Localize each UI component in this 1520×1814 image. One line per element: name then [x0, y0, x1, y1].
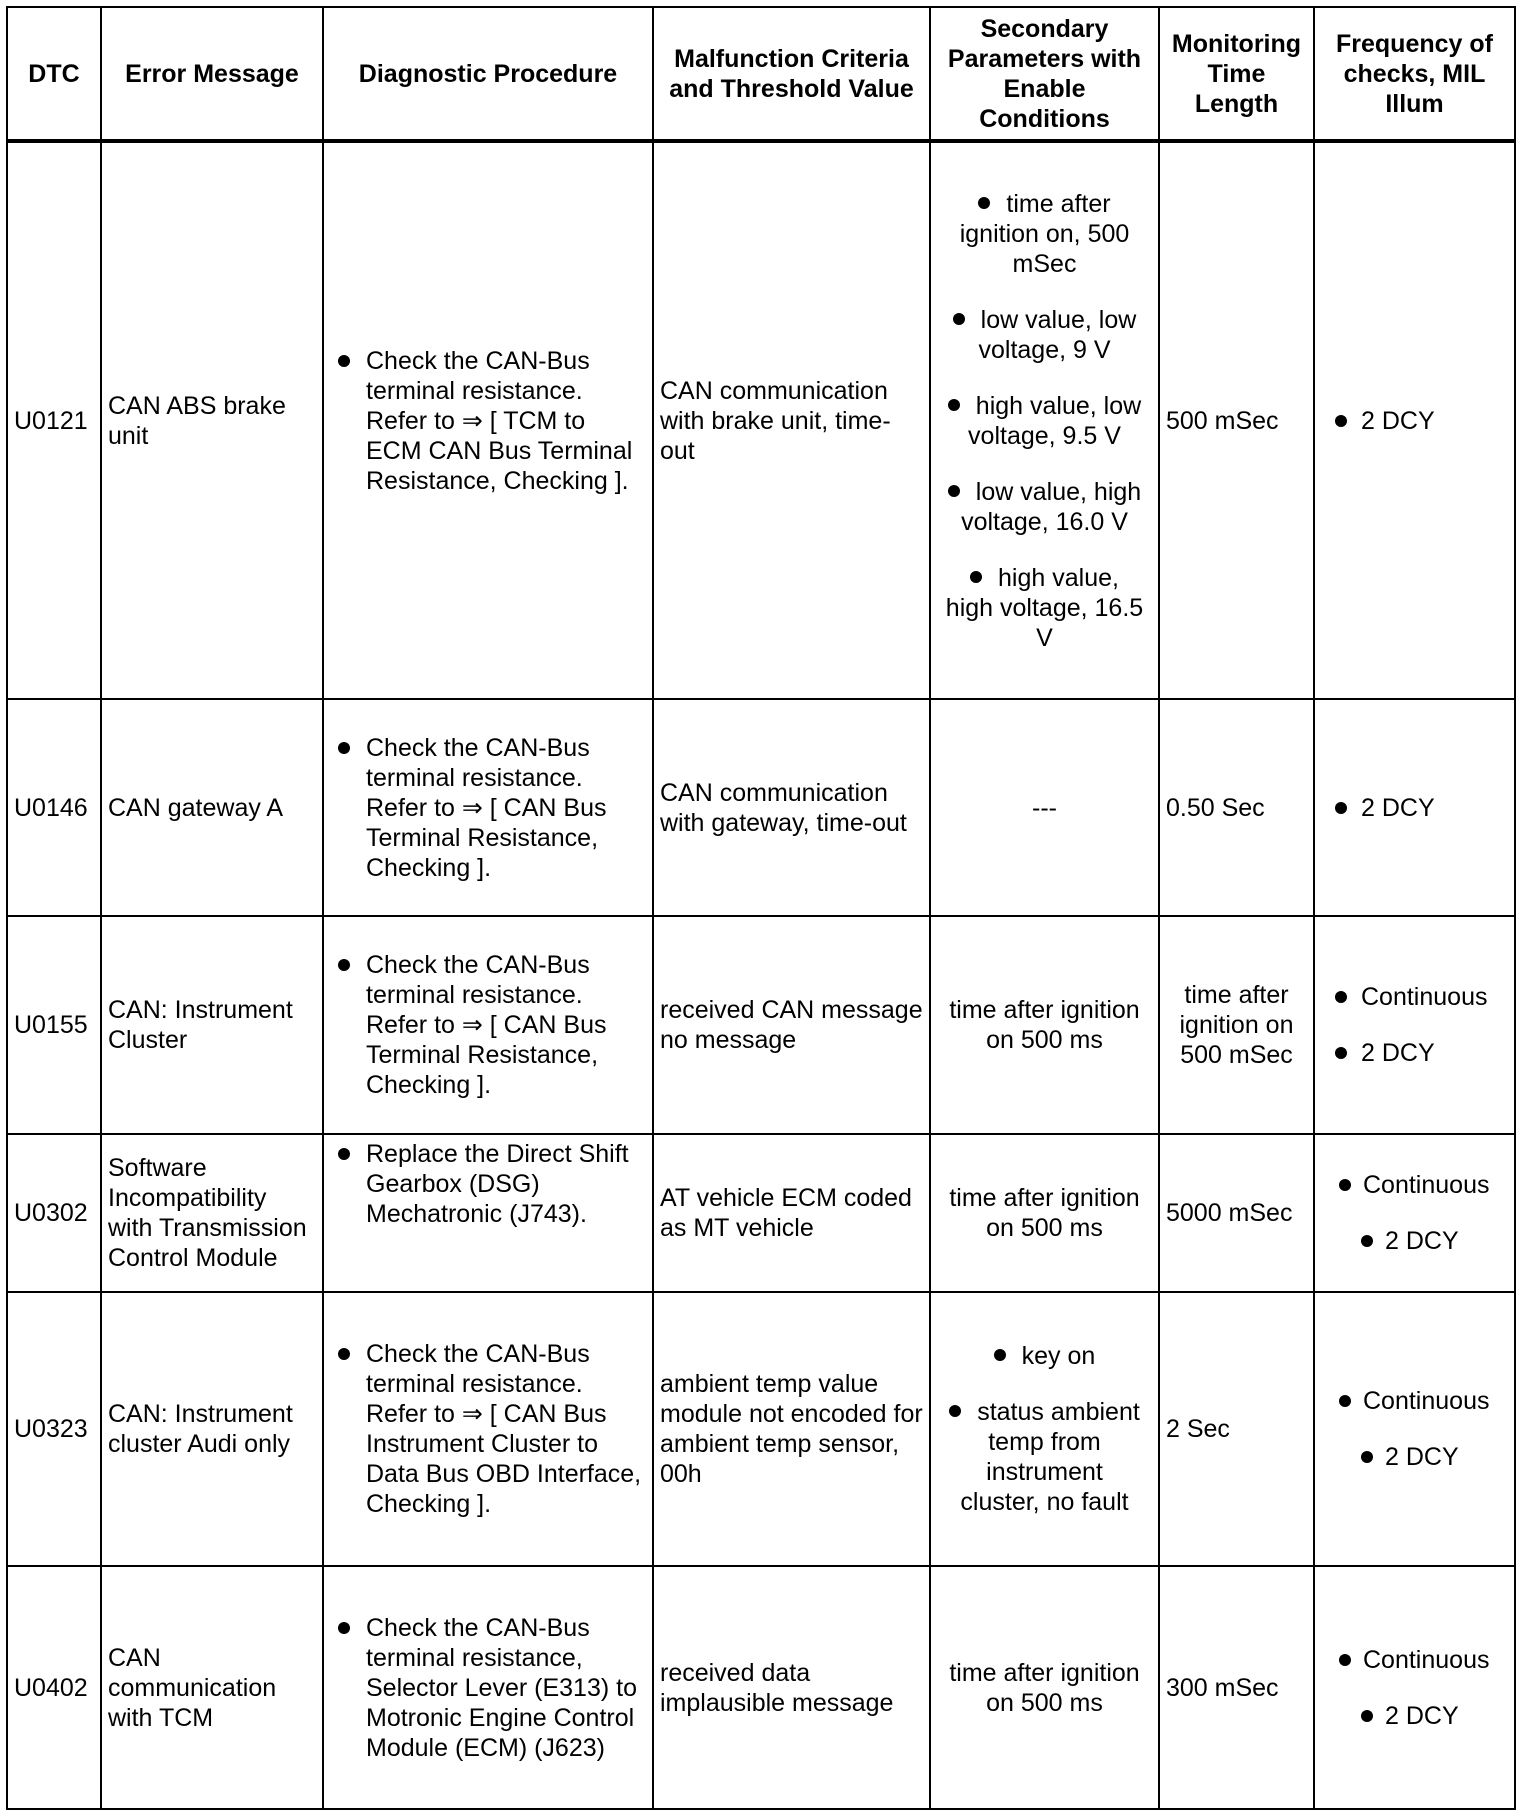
list-item [1321, 1226, 1508, 1256]
secondary-text: high value, high voltage, 16.5 V [945, 563, 1144, 652]
monitoring-time: 5000 mSec [1159, 1134, 1314, 1292]
bullet-icon [1335, 1047, 1347, 1059]
diagnostic-procedure [323, 699, 653, 916]
bullet-icon [970, 571, 982, 583]
monitoring-time: 300 mSec [1159, 1566, 1314, 1809]
frequency [1314, 1292, 1515, 1566]
bullet-icon [1339, 1654, 1351, 1666]
list-item [1321, 1442, 1508, 1472]
secondary-text: low value, low voltage, 9 V [978, 305, 1137, 364]
secondary-parameters: --- [930, 699, 1159, 916]
dtc-code: U0302 [7, 1134, 101, 1292]
bullet-icon [1335, 991, 1347, 1003]
list-item [330, 346, 646, 496]
bullet-icon [948, 399, 960, 411]
diagnostic-procedure [323, 916, 653, 1134]
monitoring-time: 0.50 Sec [1159, 699, 1314, 916]
bullet-icon [338, 742, 350, 754]
list-item [945, 477, 1145, 537]
header-frequency: Frequency of checks, MIL Illum [1314, 7, 1515, 141]
bullet-icon [978, 197, 990, 209]
bullet-icon [338, 1622, 350, 1634]
dtc-code: U0121 [7, 141, 101, 699]
bullet-icon [1339, 1395, 1351, 1407]
list-item [945, 1397, 1145, 1517]
secondary-parameters [930, 141, 1159, 699]
monitoring-time: 2 Sec [1159, 1292, 1314, 1566]
error-message: Software Incompatibility with Transmission Control Module [101, 1134, 323, 1292]
bullet-icon [338, 1348, 350, 1360]
frequency-text: 2 DCY [1361, 793, 1435, 822]
frequency [1314, 1566, 1515, 1809]
frequency-text: Continuous [1363, 1171, 1490, 1199]
error-message: CAN: Instrument Cluster [101, 916, 323, 1134]
header-error-message: Error Message [101, 7, 323, 141]
table-row [7, 916, 1515, 1134]
list-item [330, 1613, 646, 1763]
bullet-icon [1335, 415, 1347, 427]
bullet-icon [338, 1148, 350, 1160]
frequency-text: Continuous [1363, 1645, 1490, 1674]
malfunction-criteria: received CAN message no message [653, 916, 930, 1134]
bullet-icon [948, 485, 960, 497]
table-row [7, 1566, 1515, 1809]
list-item [945, 563, 1145, 653]
frequency-text: Continuous [1361, 983, 1488, 1011]
list-item [945, 189, 1145, 279]
list-item [330, 1339, 646, 1519]
secondary-parameters: time after ignition on 500 ms [930, 916, 1159, 1134]
bullet-icon [338, 959, 350, 971]
frequency-text: 2 DCY [1361, 1039, 1435, 1067]
list-item [1321, 1386, 1508, 1416]
frequency [1314, 1134, 1515, 1292]
list-item [945, 1341, 1145, 1371]
table-row [7, 1134, 1515, 1292]
secondary-text: key on [1021, 1342, 1096, 1370]
malfunction-criteria: ambient temp value module not encoded for ambient temp sensor, 00h [653, 1292, 930, 1566]
header-row [7, 7, 1515, 141]
error-message: CAN: Instrument cluster Audi only [101, 1292, 323, 1566]
diagnostic-procedure [323, 1292, 653, 1566]
table-row [7, 141, 1515, 699]
monitoring-time: 500 mSec [1159, 141, 1314, 699]
frequency-text: 2 DCY [1385, 1227, 1459, 1255]
error-message: CAN gateway A [101, 699, 323, 916]
bullet-icon [338, 355, 350, 367]
procedure-text: Check the CAN-Bus terminal resistance. Refer to ⇒ [ CAN Bus Terminal Resistance, Checking ]. [366, 733, 607, 882]
secondary-text: high value, low voltage, 9.5 V [968, 391, 1142, 450]
secondary-text: status ambient temp from instrument cluster, no fault [960, 1398, 1140, 1516]
frequency [1314, 699, 1515, 916]
bullet-icon [949, 1405, 961, 1417]
frequency [1314, 141, 1515, 699]
diagnostic-procedure [323, 1566, 653, 1809]
malfunction-criteria: CAN communication with gateway, time-out [653, 699, 930, 916]
header-dtc: DTC [7, 7, 101, 141]
list-item [1321, 982, 1508, 1012]
dtc-code: U0146 [7, 699, 101, 916]
bullet-icon [1361, 1235, 1373, 1247]
malfunction-criteria: CAN communication with brake unit, time-out [653, 141, 930, 699]
dtc-code: U0155 [7, 916, 101, 1134]
header-secondary-parameters: Secondary Parameters with Enable Conditions [930, 7, 1159, 141]
malfunction-criteria: received data implausible message [653, 1566, 930, 1809]
header-monitoring-time: Monitoring Time Length [1159, 7, 1314, 141]
list-item [1321, 406, 1508, 436]
error-message: CAN ABS brake unit [101, 141, 323, 699]
frequency-text: 2 DCY [1385, 1443, 1459, 1471]
list-item [1321, 1701, 1508, 1731]
list-item [1321, 793, 1508, 823]
secondary-parameters: time after ignition on 500 ms [930, 1566, 1159, 1809]
procedure-text: Check the CAN-Bus terminal resistance, Selector Lever (E313) to Motronic Engine Control Module (ECM) (J623) [366, 1613, 637, 1762]
frequency-text: 2 DCY [1361, 406, 1435, 435]
list-item [1321, 1170, 1508, 1200]
secondary-text: time after ignition on, 500 mSec [959, 189, 1130, 278]
header-diagnostic-procedure: Diagnostic Procedure [323, 7, 653, 141]
frequency [1314, 916, 1515, 1134]
frequency-text: 2 DCY [1385, 1701, 1459, 1730]
bullet-icon [1339, 1179, 1351, 1191]
list-item [330, 1139, 646, 1229]
list-item [330, 733, 646, 883]
bullet-icon [1335, 802, 1347, 814]
header-malfunction-criteria: Malfunction Criteria and Threshold Value [653, 7, 930, 141]
dtc-table [6, 6, 1516, 1810]
dtc-code: U0402 [7, 1566, 101, 1809]
table-row [7, 1292, 1515, 1566]
bullet-icon [1361, 1451, 1373, 1463]
malfunction-criteria: AT vehicle ECM coded as MT vehicle [653, 1134, 930, 1292]
secondary-parameters [930, 1292, 1159, 1566]
diagnostic-procedure [323, 1134, 653, 1292]
list-item [330, 950, 646, 1100]
bullet-icon [1361, 1710, 1373, 1722]
bullet-icon [953, 313, 965, 325]
list-item [1321, 1038, 1508, 1068]
secondary-parameters: time after ignition on 500 ms [930, 1134, 1159, 1292]
procedure-text: Check the CAN-Bus terminal resistance. Refer to ⇒ [ CAN Bus Instrument Cluster to Data Bus OBD Interface, Checking ]. [366, 1340, 642, 1518]
monitoring-time: time after ignition on 500 mSec [1159, 916, 1314, 1134]
dtc-code: U0323 [7, 1292, 101, 1566]
procedure-text: Check the CAN-Bus terminal resistance. Refer to ⇒ [ CAN Bus Terminal Resistance, Checking ]. [366, 951, 607, 1099]
list-item [945, 305, 1145, 365]
bullet-icon [994, 1349, 1006, 1361]
diagnostic-procedure [323, 141, 653, 699]
procedure-text: Replace the Direct Shift Gearbox (DSG) Mechatronic (J743). [366, 1140, 629, 1228]
list-item [945, 391, 1145, 451]
table-row [7, 699, 1515, 916]
error-message: CAN communication with TCM [101, 1566, 323, 1809]
frequency-text: Continuous [1363, 1387, 1490, 1415]
secondary-text: low value, high voltage, 16.0 V [961, 477, 1142, 536]
list-item [1321, 1645, 1508, 1675]
procedure-text: Check the CAN-Bus terminal resistance. Refer to ⇒ [ TCM to ECM CAN Bus Terminal Resistance, Checking ]. [366, 346, 633, 495]
